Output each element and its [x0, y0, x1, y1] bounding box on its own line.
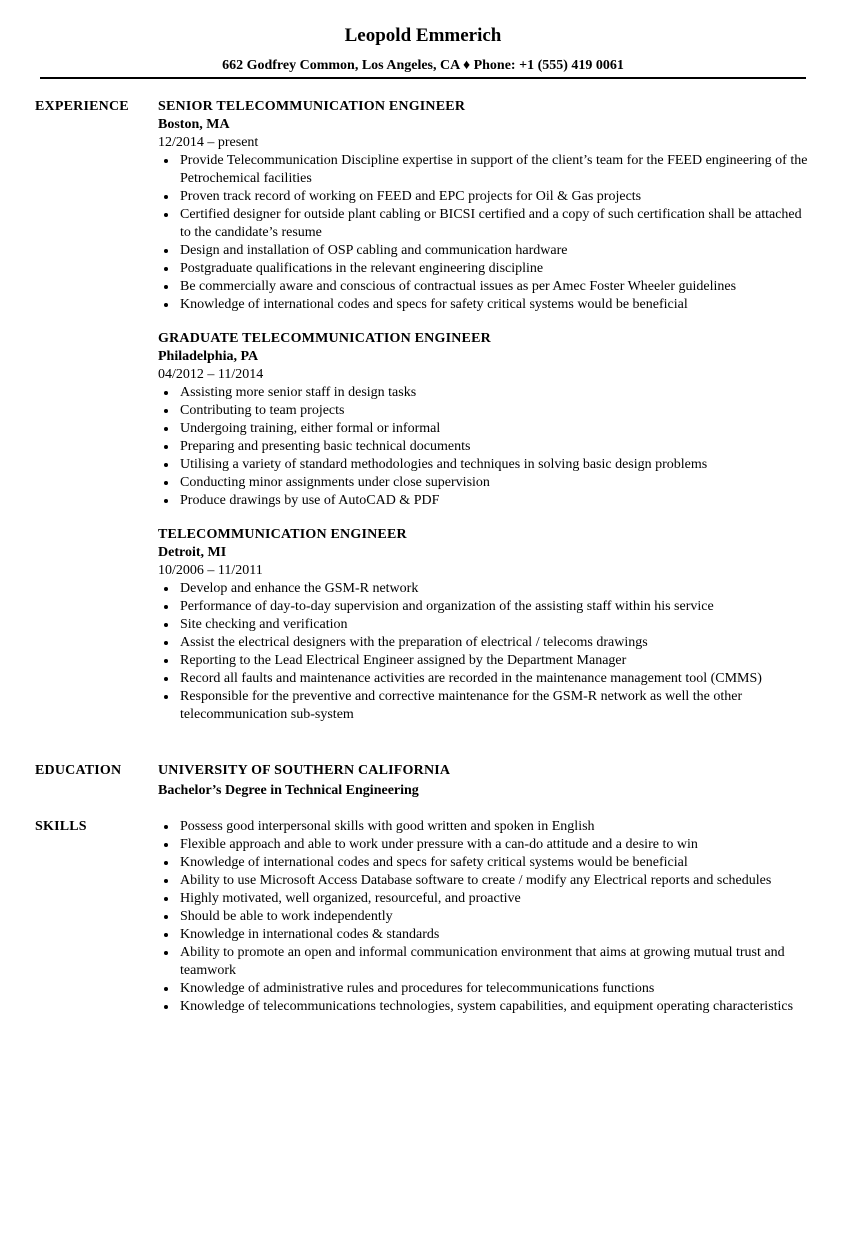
job-dates: 10/2006 – 11/2011 [158, 563, 263, 578]
skill-item: Knowledge of telecommunications technologies, system capabilities, and equipment operating characteristics [180, 998, 813, 1016]
skill-item: Flexible approach and able to work under pressure with a can-do attitude and a desire to win [180, 836, 813, 854]
bullet-item: Reporting to the Lead Electrical Engineer assigned by the Department Manager [180, 652, 813, 670]
header-divider [40, 77, 806, 79]
section-label-education: EDUCATION [35, 763, 122, 778]
school-name: UNIVERSITY OF SOUTHERN CALIFORNIA [158, 763, 451, 778]
bullet-item: Responsible for the preventive and corrective maintenance for the GSM-R network as well the other telecommunication sub-system [180, 688, 813, 724]
bullet-item: Be commercially aware and conscious of contractual issues as per Amec Foster Wheeler guidelines [180, 278, 813, 296]
bullet-item: Site checking and verification [180, 616, 813, 634]
skill-item: Knowledge of administrative rules and procedures for telecommunications functions [180, 980, 813, 998]
bullet-item: Postgraduate qualifications in the relevant engineering discipline [180, 260, 813, 278]
job-bullets [158, 384, 813, 510]
bullet-item: Preparing and presenting basic technical documents [180, 438, 813, 456]
job-location: Detroit, MI [158, 545, 227, 560]
job-entry [158, 526, 813, 724]
experience-body [158, 98, 813, 740]
bullet-item: Certified designer for outside plant cabling or BICSI certified and a copy of such certification shall be attached to the candidate’s resume [180, 206, 813, 242]
degree-name: Bachelor’s Degree in Technical Engineering [158, 783, 419, 798]
bullet-item: Assisting more senior staff in design tasks [180, 384, 813, 402]
education-body [158, 762, 813, 800]
bullet-item: Record all faults and maintenance activities are recorded in the maintenance management tool (CMMS) [180, 670, 813, 688]
resume-header [40, 24, 806, 75]
bullet-item: Performance of day-to-day supervision and organization of the assisting staff within his service [180, 598, 813, 616]
bullet-item: Assist the electrical designers with the preparation of electrical / telecoms drawings [180, 634, 813, 652]
skills-body [158, 818, 813, 1016]
job-dates: 04/2012 – 11/2014 [158, 367, 264, 382]
job-location: Philadelphia, PA [158, 349, 259, 364]
job-entry [158, 98, 813, 314]
bullet-item: Design and installation of OSP cabling and communication hardware [180, 242, 813, 260]
skill-item: Possess good interpersonal skills with good written and spoken in English [180, 818, 813, 836]
job-entry [158, 330, 813, 510]
bullet-item: Undergoing training, either formal or informal [180, 420, 813, 438]
job-location: Boston, MA [158, 117, 230, 132]
job-bullets [158, 152, 813, 314]
skill-item: Highly motivated, well organized, resourceful, and proactive [180, 890, 813, 908]
skills-list [158, 818, 813, 1016]
bullet-item: Produce drawings by use of AutoCAD & PDF [180, 492, 813, 510]
skill-item: Should be able to work independently [180, 908, 813, 926]
bullet-item: Develop and enhance the GSM-R network [180, 580, 813, 598]
job-title: GRADUATE TELECOMMUNICATION ENGINEER [158, 331, 491, 346]
job-title: TELECOMMUNICATION ENGINEER [158, 527, 407, 542]
skill-item: Ability to use Microsoft Access Database software to create / modify any Electrical reports and schedules [180, 872, 813, 890]
job-bullets [158, 580, 813, 724]
job-dates: 12/2014 – present [158, 135, 259, 150]
candidate-name: Leopold Emmerich [344, 25, 502, 46]
bullet-item: Conducting minor assignments under close supervision [180, 474, 813, 492]
skill-item: Ability to promote an open and informal communication environment that aims at growing mutual trust and teamwork [180, 944, 813, 980]
bullet-item: Proven track record of working on FEED and EPC projects for Oil & Gas projects [180, 188, 813, 206]
section-label-skills: SKILLS [35, 819, 87, 834]
skill-item: Knowledge in international codes & standards [180, 926, 813, 944]
contact-line: 662 Godfrey Common, Los Angeles, CA ♦ Phone: +1 (555) 419 0061 [222, 58, 624, 73]
section-label-experience: EXPERIENCE [35, 99, 129, 114]
bullet-item: Utilising a variety of standard methodologies and techniques in solving basic design problems [180, 456, 813, 474]
bullet-item: Knowledge of international codes and specs for safety critical systems would be beneficial [180, 296, 813, 314]
skill-item: Knowledge of international codes and specs for safety critical systems would be beneficial [180, 854, 813, 872]
bullet-item: Provide Telecommunication Discipline expertise in support of the client’s team for the FEED engineering of the Petrochemical facilities [180, 152, 813, 188]
bullet-item: Contributing to team projects [180, 402, 813, 420]
job-title: SENIOR TELECOMMUNICATION ENGINEER [158, 99, 466, 114]
